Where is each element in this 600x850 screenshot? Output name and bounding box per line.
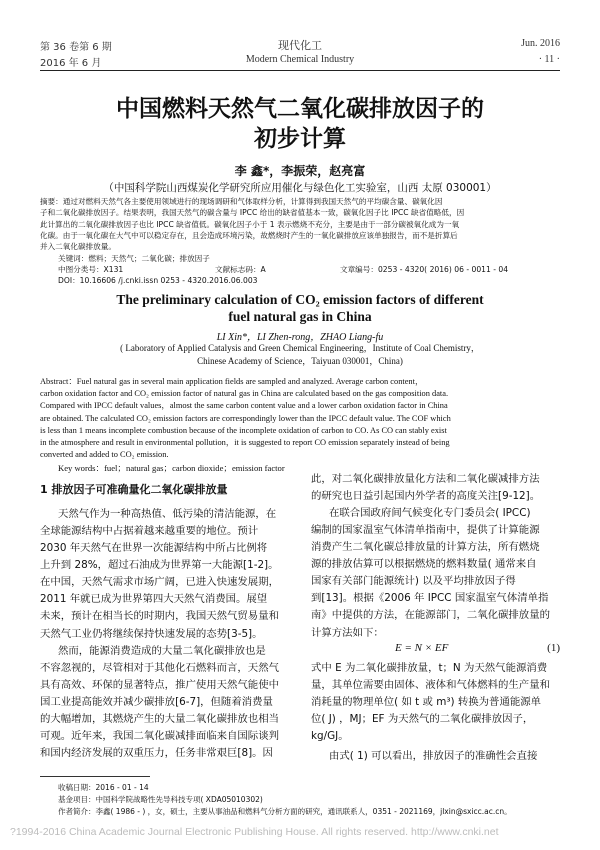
title-cn-line1: 中国燃料天然气二氧化碳排放因子的 — [116, 96, 484, 122]
clc-number: 中图分类号：X131 — [58, 265, 124, 274]
body-line: 量，其单位需要由固体、液体和气体燃料的生产量和 — [311, 679, 550, 692]
body-line: 在中国，天然气需求市场广阔，已进入快速发展期， — [40, 576, 279, 589]
abstract-cn — [40, 196, 560, 252]
article-number: 文章编号：0253 - 4320( 2016) 06 - 0011 - 04 — [340, 265, 509, 274]
header-rule — [40, 70, 560, 71]
body-line: 位( J) ，MJ；EF 为天然气的二氧化碳排放因子， — [311, 713, 534, 726]
volume-issue: 第 36 卷第 6 期 — [40, 42, 112, 53]
issue-date: 2016 年 6 月 — [40, 58, 102, 69]
footnotes — [58, 782, 560, 818]
body-line: 的大幅增加，其燃烧产生的大量二氧化碳排放也相当 — [40, 713, 279, 726]
abstract-en-line: in the atmosphere and result in environmental pollution，it is suggested to report CO emission separately instead of being — [40, 438, 450, 448]
page-number: · 11 · — [538, 54, 560, 65]
right-column-para-2-cont — [311, 522, 561, 642]
abstract-en-line: carbon oxidation factor and CO₂ emission factor of natural gas in China are calculated based on the gas composition data. — [40, 389, 449, 399]
title-cn-line2: 初步计算 — [254, 126, 346, 152]
body-line: 由式( 1) 可以看出，排放因子的准确性会直接 — [329, 750, 538, 762]
abstract-cn-line: 化碳。由于一氧化碳在大气中可以稳定存在，且会造成环境污染，故燃烧时产生的一氧化碳排放应该单独报告，而不是折算后 — [40, 230, 458, 240]
abstract-cn-line: 此计算出的二氧化碳排放因子也比 IPCC 缺省值低。碳氧化因子小于 1 表示燃烧不充分，主要是由于一部分碳被氧化成为一氧 — [40, 219, 460, 229]
equation-1: E = N × EF — [395, 642, 449, 654]
authors-cn: 李 鑫*，李振荣，赵亮富 — [234, 164, 366, 178]
left-column-para-1-cont — [40, 523, 294, 643]
doi: DOI：10.16606 /j.cnki.issn 0253 - 4320.2016.06.003 — [58, 276, 258, 285]
abstract-en-line: are obtained. The calculated CO₂ emission factors are correspondingly lower than the IPCC default value. The COF which — [40, 413, 451, 423]
left-column-para-1 — [58, 506, 294, 523]
authors-en: LI Xin*，LI Zhen-rong，ZHAO Liang-fu — [216, 332, 384, 343]
body-line: 消耗量的物理单位( 如 t 或 m³) 转换为普通能源单 — [311, 696, 542, 709]
body-line: 到[13]。根据《2006 年 IPCC 国家温室气体清单指 — [311, 592, 549, 605]
body-line: 编制的国家温室气体清单指南中，提供了计算能源 — [311, 524, 540, 536]
abstract-en-line: is less than 1 means incomplete combustion because of the incomplete oxidation of carbon to CO. As CO can stably exist — [40, 425, 447, 435]
journal-title-cn: 现代化工 — [278, 39, 322, 52]
body-line: 未来，预计在相当长的时期内，我国天然气贸易量和 — [40, 610, 279, 623]
footnote-author: 作者简介：李鑫( 1986 - ) ，女，硕士，主要从事油品和燃料气分析方面的研究，通讯联系人，0351 - 2021169，jlxin@sxicc.ac.cn。 — [58, 807, 512, 816]
body-line: 具有高效、环保的显著特点，推广使用天然气能使中 — [40, 679, 279, 692]
right-column-para-3 — [311, 660, 561, 745]
abstract-en-line: converted and added to CO₂ emission. — [40, 450, 169, 460]
affiliation-cn: （中国科学院山西煤炭化学研究所应用催化与绿色化工实验室，山西 太原 030001） — [103, 182, 497, 194]
keywords-cn: 关键词：燃料；天然气；二氧化碳；排放因子 — [58, 254, 210, 263]
abstract-en-line: Abstract：Fuel natural gas in several main application fields are sampled and analyzed. Average carbon content， — [40, 377, 424, 386]
copyright-watermark: ?1994-2016 China Academic Journal Electronic Publishing House. All rights reserved. http://www.cnki.net — [10, 826, 499, 838]
abstract-cn-line: 摘要：通过对燃料天然气各主要使用领域进行的现场调研和气体取样分析，计算得到我国天然气的平均碳含量、碳氧化因 — [40, 197, 443, 206]
keywords-en: Key words：fuel；natural gas；carbon dioxide；emission factor — [58, 463, 285, 473]
section-heading-1: 1 排放因子可准确量化二氧化碳排放量 — [40, 483, 228, 496]
body-line: 和国内经济发展的双重压力，任务非常艰巨[8]。因 — [40, 747, 273, 760]
body-line: 的研究也日益引起国内外学者的高度关注[9-12]。 — [311, 490, 541, 503]
abstract-en-line: Compared with IPCC default values，almost the same carbon content value and a lower carbon oxidation factor in China — [40, 401, 448, 411]
body-line: 天然气工业仍将继续保持快速发展的态势[3-5]。 — [40, 627, 263, 640]
body-line: 可观。近年来，我国二氧化碳减排面临来自国际谈判 — [40, 730, 279, 743]
right-column-para-1 — [311, 471, 561, 505]
body-line: 此，对二氧化碳排放量化方法和二氧化碳减排方法 — [311, 473, 540, 485]
body-line: 在联合国政府间气候变化专门委员会( IPCC) — [329, 507, 531, 519]
right-column-para-4 — [329, 748, 561, 765]
abstract-cn-line: 子和二氧化碳排放因子。结果表明，我国天然气的碳含量与 IPCC 给出的缺省值基本一致，碳氧化因子比 IPCC 缺省值略低，因 — [40, 208, 465, 218]
left-column-para-2-cont — [40, 660, 294, 763]
equation-number: (1) — [547, 642, 560, 654]
abstract-en — [40, 376, 560, 461]
body-line: 式中 E 为二氧化碳排放量，t；N 为天然气能源消费 — [311, 662, 548, 674]
affiliation-en-line1: ( Laboratory of Applied Catalysis and Green Chemical Engineering，Institute of Coal Chemistry， — [120, 343, 480, 353]
body-line: kg/GJ。 — [311, 730, 349, 743]
body-line: 天然气作为一种高热值、低污染的清洁能源，在 — [58, 508, 277, 520]
title-en-line1: The preliminary calculation of CO₂ emission factors of different — [116, 292, 484, 307]
footnote-rule — [40, 776, 150, 777]
body-line: 全球能源结构中占据着越来越重要的地位。预计 — [40, 525, 259, 537]
document-code: 文献标志码：A — [215, 265, 266, 274]
issue-month-en: Jun. 2016 — [521, 38, 560, 49]
body-line: 源的排放估算可以根据燃烧的燃料数量( 通常来自 — [311, 558, 537, 571]
body-line: 国工业提高能效并减少碳排放[6-7]，但随着消费量 — [40, 696, 273, 709]
body-line: 计算方法如下： — [311, 626, 384, 639]
body-line: 消费产生二氧化碳总排放量的计算方法，所有燃烧 — [311, 541, 540, 554]
title-en-line2: fuel natural gas in China — [228, 309, 372, 324]
body-line: 2030 年天然气在世界一次能源结构中所占比例将 — [40, 542, 268, 555]
affiliation-en-line2: Chinese Academy of Science，Taiyuan 030001，China) — [197, 356, 403, 366]
journal-title-en: Modern Chemical Industry — [245, 54, 355, 65]
body-line: 南》中提供的方法，在能源部门，二氧化碳排放量的 — [311, 609, 550, 622]
footnote-funding: 基金项目：中国科学院战略性先导科技专项( XDA05010302) — [58, 795, 263, 804]
body-line: 国家有关部门能源统计) 以及平均排放因子得 — [311, 575, 516, 588]
body-line: 上升到 28%，超过石油成为世界第一大能源[1-2]。 — [40, 559, 279, 572]
body-line: 2011 年就已成为世界第四大天然气消费国。展望 — [40, 593, 268, 606]
left-column-para-2 — [58, 643, 294, 660]
right-column-para-2 — [329, 505, 561, 522]
footnote-received: 收稿日期：2016 - 01 - 14 — [58, 783, 149, 792]
body-line: 不容忽视的，尽管相对于其他化石燃料而言，天然气 — [40, 662, 279, 674]
body-line: 然而，能源消费造成的大量二氧化碳排放也是 — [58, 645, 266, 657]
abstract-cn-line: 并入二氧化碳排放量。 — [40, 242, 116, 252]
